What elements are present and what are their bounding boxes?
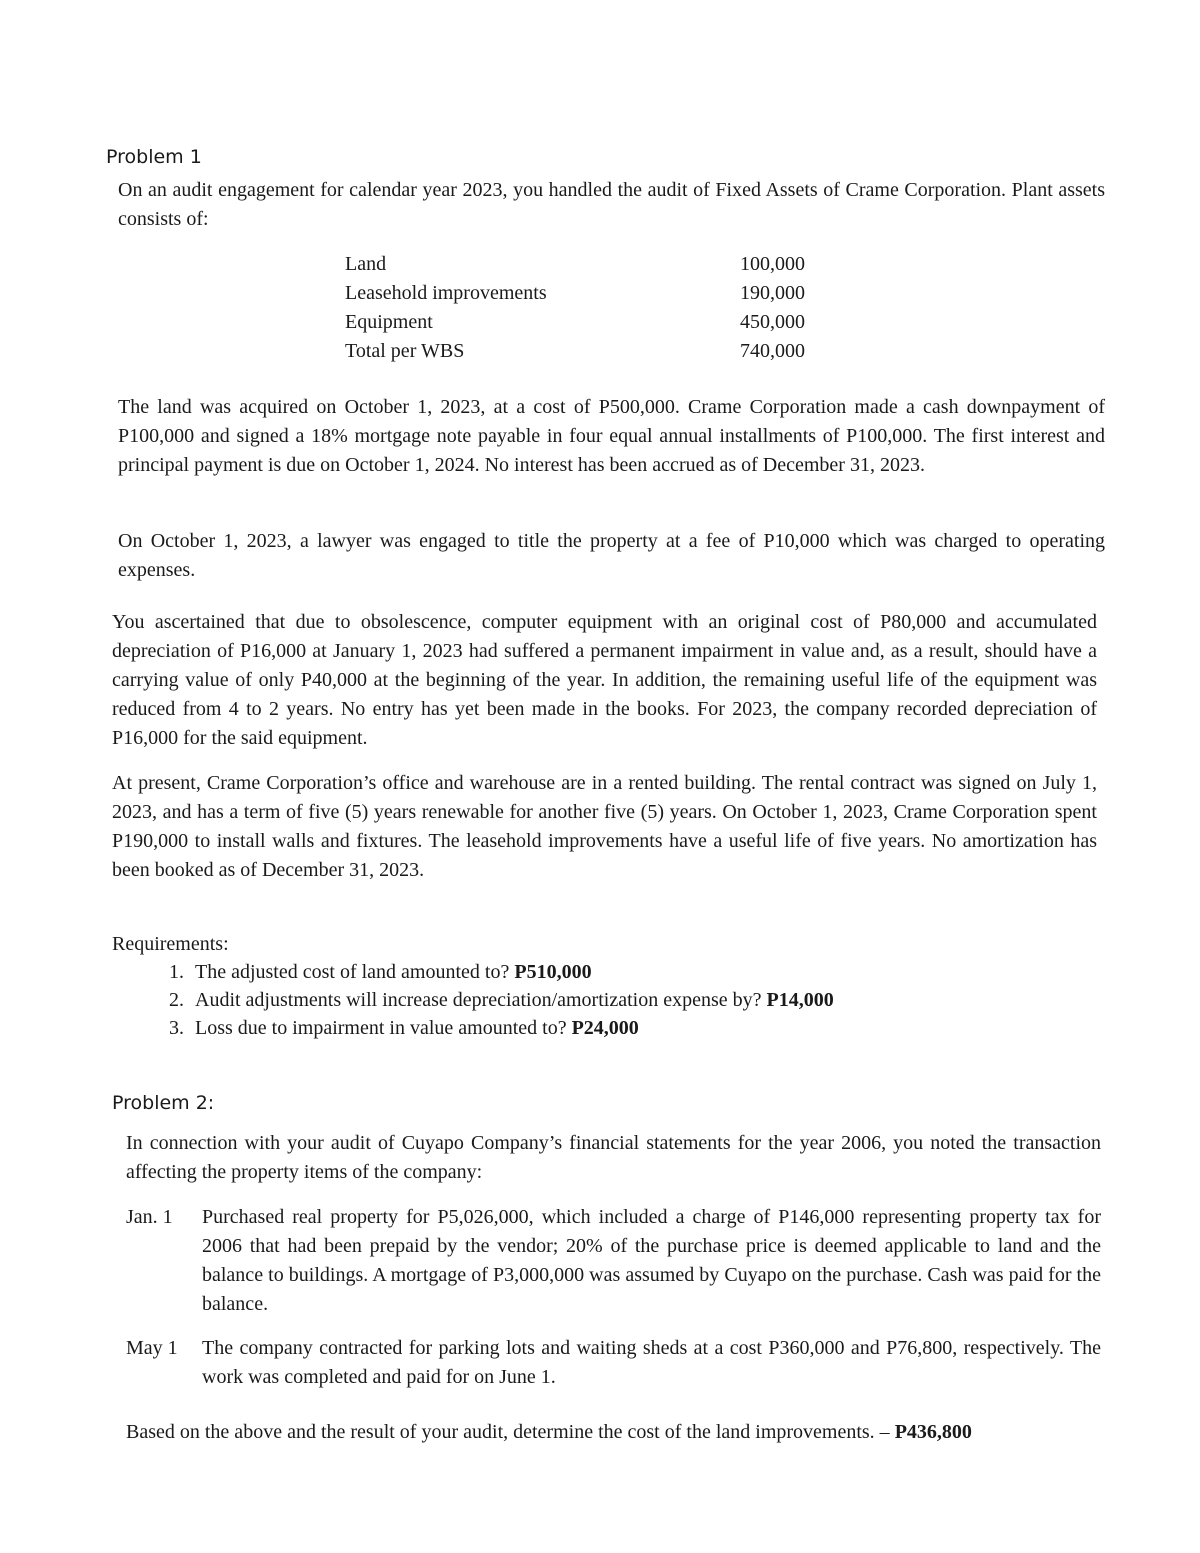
requirement-item <box>189 986 1012 1014</box>
asset-row <box>345 308 805 337</box>
lease-paragraph: At present, Crame Corporation’s office and warehouse are in a rented building. The rental contract was signed on July 1, 2023, and has a term of five (5) years renewable for another five (5) years. On October 1, 2023, Crame Corporation spent P190,000 to install walls and fixtures. The leasehold improvements have a useful life of five years. No amortization has been booked as of December 31, 2023. <box>112 772 1097 881</box>
problem2-question <box>126 1418 1101 1447</box>
requirement-question: Audit adjustments will increase depreciation/amortization expense by? <box>195 989 762 1011</box>
asset-label: Total per WBS <box>345 340 465 362</box>
requirements <box>112 930 1012 1042</box>
requirement-answer: P510,000 <box>514 961 592 983</box>
problem2-heading: Problem 2: <box>112 1092 215 1114</box>
asset-label: Equipment <box>345 311 433 333</box>
asset-row <box>345 250 805 279</box>
impairment-paragraph: You ascertained that due to obsolescence, computer equipment with an original cost of P80,000 and accumulated depreciation of P16,000 at January 1, 2023 had suffered a permanent impairment in value and, as a result, should have a carrying value of only P40,000 at the beginning of the year. In addition, the remaining useful life of the equipment was reduced from 4 to 2 years. No entry has yet been made in the books. For 2023, the company recorded depreciation of P16,000 for the said equipment. <box>112 611 1097 749</box>
problem1-intro: On an audit engagement for calendar year 2023, you handled the audit of Fixed Assets of Crame Corporation. Plant assets consists of: <box>118 179 1105 230</box>
requirement-answer: P14,000 <box>766 989 834 1011</box>
plant-assets-table <box>345 250 805 366</box>
land-paragraph: The land was acquired on October 1, 2023, at a cost of P500,000. Crame Corporation made a cash downpayment of P100,000 and signed a 18% mortgage note payable in four equal annual installments of P100,000. The first interest and principal payment is due on October 1, 2024. No interest has been accrued as of December 31, 2023. <box>118 396 1105 476</box>
requirement-answer: P24,000 <box>571 1017 639 1039</box>
asset-label: Land <box>345 253 387 275</box>
asset-value: 100,000 <box>740 253 805 275</box>
requirements-label: Requirements: <box>112 933 229 955</box>
entry-text: The company contracted for parking lots and waiting sheds at a cost P360,000 and P76,800, respectively. The work was completed and paid for on June 1. <box>202 1337 1101 1388</box>
problem2-intro: In connection with your audit of Cuyapo Company’s financial statements for the year 2006, you noted the transaction affecting the property items of the company: <box>126 1132 1101 1183</box>
entry-date: Jan. 1 <box>126 1206 173 1228</box>
asset-value: 190,000 <box>740 282 805 304</box>
transaction-entry <box>126 1203 1101 1319</box>
requirement-question: Loss due to impairment in value amounted to? <box>195 1017 567 1039</box>
asset-row <box>345 279 805 308</box>
problem2-question-text: Based on the above and the result of your audit, determine the cost of the land improvements. – <box>126 1421 890 1443</box>
entry-date: May 1 <box>126 1337 178 1359</box>
transaction-entry <box>126 1334 1101 1392</box>
problem2-answer: P436,800 <box>894 1421 972 1443</box>
asset-value: 450,000 <box>740 311 805 333</box>
entry-text: Purchased real property for P5,026,000, which included a charge of P146,000 representing property tax for 2006 that had been prepaid by the vendor; 20% of the purchase price is deemed applicable to land and the balance to buildings. A mortgage of P3,000,000 was assumed by Cuyapo on the purchase. Cash was paid for the balance. <box>202 1206 1101 1315</box>
asset-label: Leasehold improvements <box>345 282 547 304</box>
problem1-heading: Problem 1 <box>106 146 202 168</box>
requirement-question: The adjusted cost of land amounted to? <box>195 961 510 983</box>
lawyer-paragraph: On October 1, 2023, a lawyer was engaged to title the property at a fee of P10,000 which was charged to operating expenses. <box>118 530 1105 581</box>
requirement-item <box>189 958 1012 986</box>
asset-row <box>345 337 805 366</box>
requirement-item <box>189 1014 1012 1042</box>
asset-value: 740,000 <box>740 340 805 362</box>
